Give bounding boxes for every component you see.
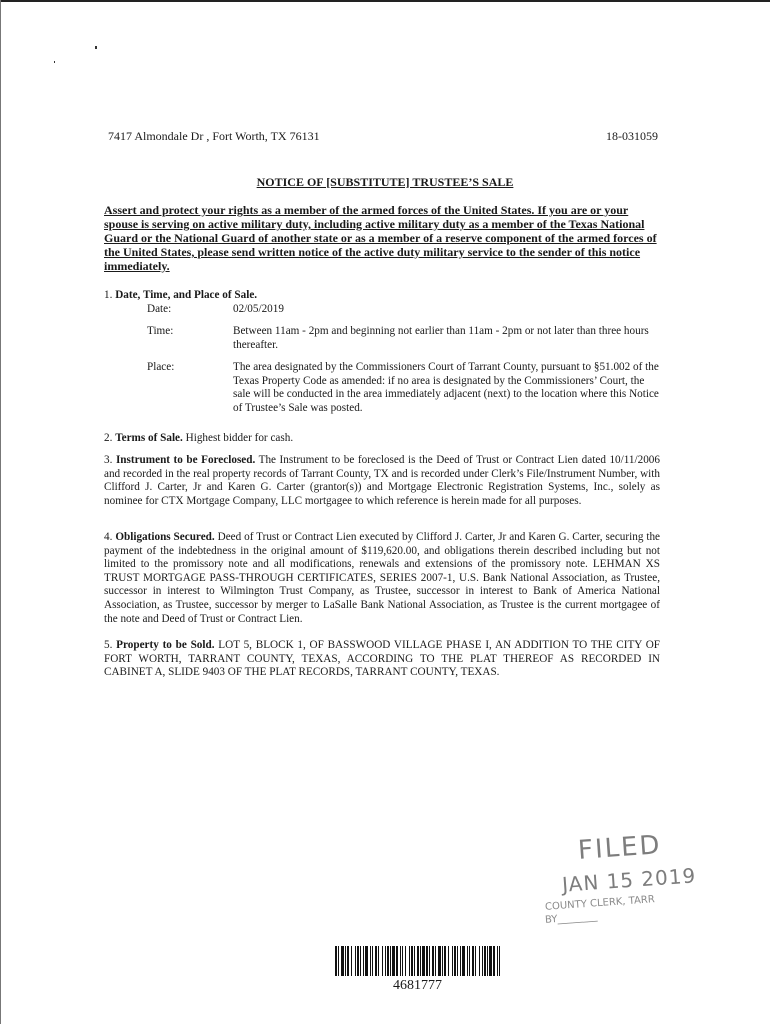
date-label: Date: bbox=[147, 303, 172, 315]
section-5 bbox=[104, 639, 660, 680]
section-1-number: 1. bbox=[104, 289, 113, 301]
section-5-number: 5. bbox=[104, 639, 113, 651]
notice-title: NOTICE OF [SUBSTITUTE] TRUSTEE’S SALE bbox=[256, 175, 514, 189]
scan-speck bbox=[95, 46, 97, 49]
military-duty-warning: Assert and protect your rights as a member of the armed forces of the United States. If you are or your spouse is serving on active military duty, including active military duty as a member of the Texas National Guard or the National Guard of another state or as a member of a reserve component of the armed forces of the United States, please send written notice of the active duty military service to the sender of this notice immediately. bbox=[104, 203, 657, 273]
section-1-title: Date, Time, and Place of Sale. bbox=[115, 289, 258, 301]
section-4 bbox=[104, 531, 660, 626]
section-4-title: Obligations Secured. bbox=[115, 531, 215, 543]
sale-date: 02/05/2019 bbox=[233, 303, 284, 315]
filed-stamp-clerk: COUNTY CLERK, TARR bbox=[544, 894, 656, 913]
filed-stamp-by: BY________ bbox=[544, 911, 598, 926]
document-number: 4681777 bbox=[393, 978, 442, 993]
property-address: 7417 Almondale Dr , Fort Worth, TX 76131 bbox=[108, 129, 320, 143]
sale-time: Between 11am - 2pm and beginning not earlier than 11am - 2pm or not later than three hours thereafter. bbox=[233, 325, 649, 351]
section-3-title: Instrument to be Foreclosed. bbox=[115, 454, 256, 466]
section-5-text: LOT 5, BLOCK 1, OF BASSWOOD VILLAGE PHASE I, AN ADDITION TO THE CITY OF FORT WORTH, TARRANT COUNTY, TEXAS, ACCORDING TO THE PLAT THEREOF AS RECORDED IN CABINET A, SLIDE 9403 OF THE PLAT RECORDS, TARRANT COUNTY, TEXAS. bbox=[104, 639, 661, 679]
case-number: 18-031059 bbox=[606, 129, 658, 143]
scan-speck bbox=[54, 61, 55, 63]
section-1-heading bbox=[104, 289, 660, 303]
filed-stamp-date: JAN 15 2019 bbox=[561, 863, 697, 897]
filed-stamp: FILED bbox=[577, 830, 663, 866]
section-2-text: Highest bidder for cash. bbox=[185, 432, 294, 444]
section-5-title: Property to be Sold. bbox=[116, 639, 215, 651]
section-3-text: The Instrument to be foreclosed is the Deed of Trust or Contract Lien dated 10/11/2006 and recorded in the real property records of Tarrant County, TX and is recorded under Clerk’s File/Instrument Number, with Clifford J. Carter, Jr and Karen G. Carter (grantor(s)) and Mortgage Electronic Registration Systems, Inc., solely as nominee for CTX Mortgage Company, LLC mortgagee to which reference is herein made for all purposes. bbox=[104, 454, 660, 507]
section-2-title: Terms of Sale. bbox=[115, 432, 183, 444]
scan-left-edge bbox=[0, 0, 1, 1024]
time-label: Time: bbox=[147, 325, 174, 337]
section-2-number: 2. bbox=[104, 432, 113, 444]
section-4-number: 4. bbox=[104, 531, 113, 543]
barcode-graphic bbox=[335, 946, 500, 976]
section-3-number: 3. bbox=[104, 454, 113, 466]
scan-top-edge bbox=[0, 0, 770, 2]
place-label: Place: bbox=[147, 361, 175, 373]
sale-place: The area designated by the Commissioners Court of Tarrant County, pursuant to §51.002 of the Texas Property Code as amended: if no area is designated by the Commissioners’ Court, the sale will be conducted in the area immediately adjacent (next) to the location where this Notice of Trustee’s Sale was posted. bbox=[233, 361, 659, 414]
section-2 bbox=[104, 432, 660, 446]
section-4-text: Deed of Trust or Contract Lien executed by Clifford J. Carter, Jr and Karen G. Carter, securing the payment of the indebtedness in the original amount of $119,620.00, and obligations therein described including but not limited to the promissory note and all modifications, renewals and extensions of the promissory note. LEHMAN XS TRUST MORTGAGE PASS-THROUGH CERTIFICATES, SERIES 2007-1, U.S. Bank National Association, as Trustee, successor in interest to Wilmington Trust Company, as Trustee, successor in interest to Bank of America National Association, as Trustee, successor by merger to LaSalle Bank National Association, as Trustee is the current mortgagee of the note and Deed of Trust or Contract Lien. bbox=[104, 531, 660, 625]
section-3 bbox=[104, 454, 660, 508]
